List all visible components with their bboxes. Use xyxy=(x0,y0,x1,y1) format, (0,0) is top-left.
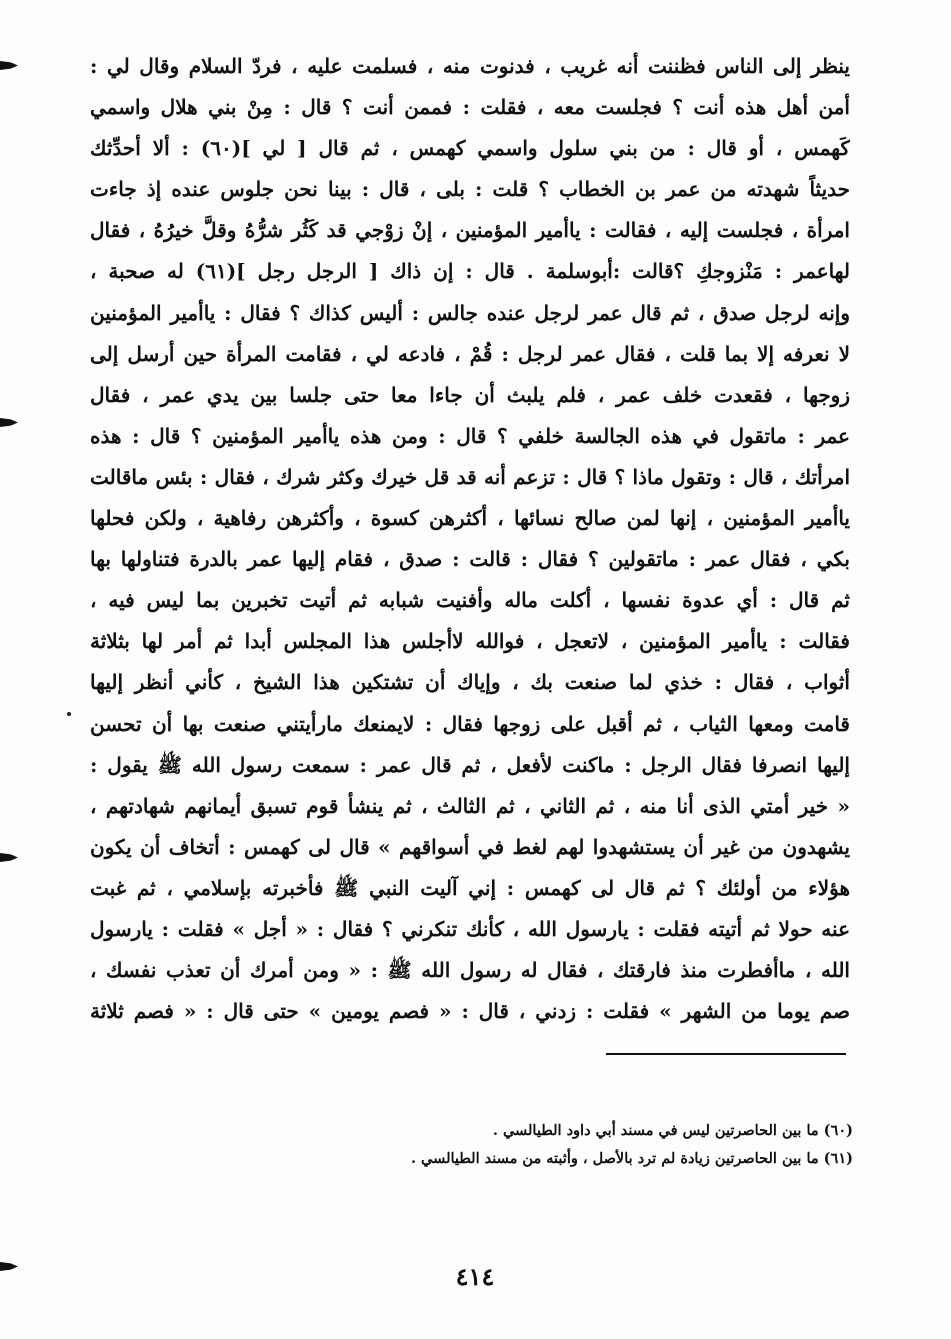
text-line: عنه حولا ثم أتيته فقلت : يارسول الله ، كأنك تنكرني ؟ فقال : « أجل » فقلت : يارسول xyxy=(90,916,850,941)
margin-mark xyxy=(0,1262,18,1271)
footnote-separator xyxy=(606,1053,846,1055)
footnote-61: (٦١) ما بين الحاصرتين زيادة لم ترد بالأصل ، وأثبته من مسند الطيالسي . xyxy=(410,1150,853,1167)
text-line: إليها انصرفا فقال الرجل : ماكنت لأفعل ، ثم قال عمر : سمعت رسول الله ﷺ يقول : xyxy=(90,752,850,777)
text-line: ينظر إلى الناس فظننت أنه غريب ، فدنوت منه ، فسلمت عليه ، فردّ السلام وقال لي : xyxy=(90,54,850,78)
text-line: يشهدون من غير أن يستشهدوا لهم لغط في أسواقهم » قال لى كهمس : أتخاف أن يكون xyxy=(90,834,850,859)
text-line: هؤلاء من أولئك ؟ ثم قال لى كهمس : إني آليت النبي ﷺ فأخبرته بإسلامي ، ثم غبت xyxy=(90,875,850,900)
footnotes xyxy=(300,1117,853,1173)
text-line: فقالت : ياأمير المؤمنين ، لاتعجل ، فوالله لاأجلس هذا المجلس أبدا ثم أمر لها بثلاثة xyxy=(90,629,850,654)
margin-mark xyxy=(0,853,18,862)
text-line: زوجها ، فقعدت خلف عمر ، فلم يلبث أن جاءا معا حتى جلسا بين يدي عمر ، فقال xyxy=(90,382,850,407)
text-line: كَهمس ، أو قال : من بني سلول واسمي كهمس ، ثم قال [ لي ](٦٠) : ألا أحدِّثك xyxy=(90,136,850,161)
text-line: صم يوما من الشهر » فقلت : زدني ، قال : « فصم يومين » حتى قال : « فصم ثلاثة xyxy=(90,999,850,1024)
text-line: ياأمير المؤمنين ، إنها لمن صالح نسائها ، أكثرهن كسوة ، وأكثرهن رفاهية ، ولكن فحلها xyxy=(90,506,850,531)
page-number: ٤١٤ xyxy=(455,1262,495,1291)
body-text xyxy=(90,46,850,1032)
footnote-60: (٦٠) ما بين الحاصرتين ليس في مسند أبي داود الطيالسي . xyxy=(492,1122,853,1139)
text-line: بكي ، فقال عمر : ماتقولين ؟ فقال : قالت : صدق ، فقام إليها عمر بالدرة فتناولها بها xyxy=(90,547,850,572)
text-line: لا نعرفه إلا بما قلت ، فقال عمر لرجل : قُمْ ، فادعه لي ، فقامت المرأة حين أرسل إلى xyxy=(90,341,850,366)
margin-mark xyxy=(0,61,18,70)
text-line: وإنه لرجل صدق ، ثم قال عمر لرجل عنده جالس : أليس كذاك ؟ فقال : ياأمير المؤمنين xyxy=(90,300,850,325)
text-line: الله ، ماأفطرت منذ فارقتك ، فقال له رسول الله ﷺ : « ومن أمرك أن تعذب نفسك ، xyxy=(90,958,850,983)
text-line: ثم قال : أي عدوة نفسها ، أكلت ماله وأفنيت شبابه ثم أتيت تخبرين بما ليس فيه ، xyxy=(90,588,850,613)
text-line: حديثاً شهدته من عمر بن الخطاب ؟ قلت : بلى ، قال : بينا نحن جلوس عنده إذ جاءت xyxy=(90,177,850,202)
scan-speck xyxy=(67,712,71,716)
text-line: لهاعمر : مَنْزوجكِ ؟قالت :أبوسلمة . قال : إن ذاك [ الرجل رجل ](٦١) له صحبة ، xyxy=(90,259,850,284)
text-line: « خير أمتي الذى أنا منه ، ثم الثاني ، ثم الثالث ، ثم ينشأ قوم تسبق أيمانهم شهادتهم ، xyxy=(90,793,850,818)
text-line: قامت ومعها الثياب ، ثم أقبل على زوجها فقال : لايمنعك مارأيتني صنعت بها أن تحسن xyxy=(90,711,850,736)
text-line: أمن أهل هذه أنت ؟ فجلست معه ، فقلت : فممن أنت ؟ قال : مِنْ بني هلال واسمي xyxy=(90,95,850,120)
text-line: امرأتك ، قال : وتقول ماذا ؟ قال : تزعم أنه قد قل خيرك وكثر شرك ، فقال : بئس ماقالت xyxy=(90,464,850,489)
text-line: أثواب ، فقال : خذي لما صنعت بك ، وإياك أن تشتكين هذا الشيخ ، كأني أنظر إليها xyxy=(90,670,850,695)
text-line: امرأة ، فجلست إليه ، فقالت : ياأمير المؤمنين ، إنْ زوْجي قد كَثُر شرُّهُ وقلَّ خيرُهُ ، فقال xyxy=(90,218,850,243)
margin-mark xyxy=(0,418,18,427)
text-line: عمر : ماتقول في هذه الجالسة خلفي ؟ قال : ومن هذه ياأمير المؤمنين ؟ قال : هذه xyxy=(90,423,850,448)
